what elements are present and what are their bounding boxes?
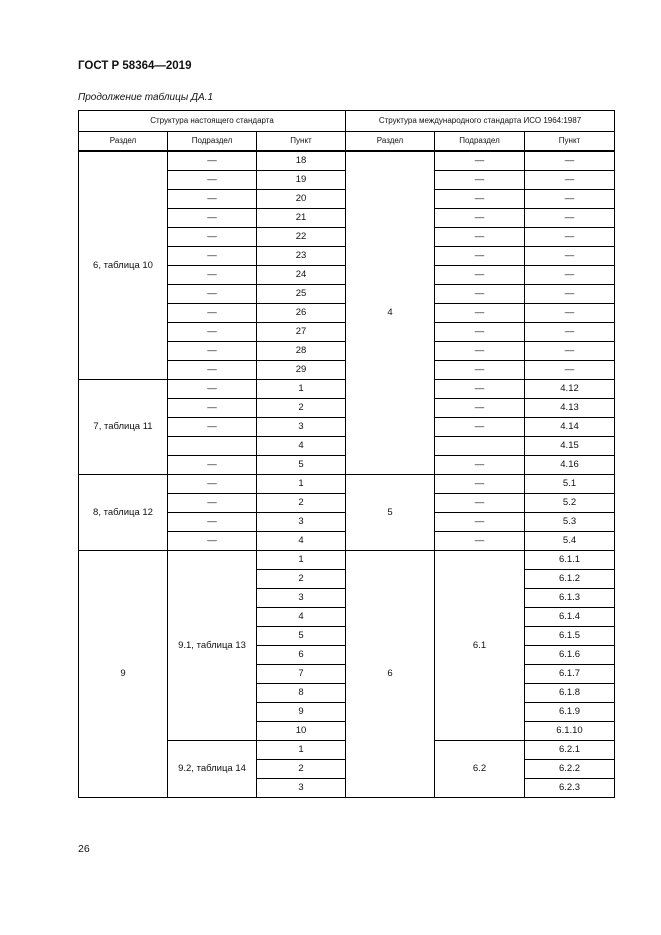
iso-item-cell: 4.14 <box>525 418 615 437</box>
item-cell: 20 <box>257 190 346 209</box>
iso-item-cell: 4.15 <box>525 437 615 456</box>
iso-subsection-cell: — <box>435 190 525 209</box>
iso-item-cell: 6.1.5 <box>525 627 615 646</box>
col-header-iso-item: Пункт <box>525 132 615 152</box>
page-number: 26 <box>78 843 90 855</box>
item-cell: 24 <box>257 266 346 285</box>
iso-subsection-cell: — <box>435 475 525 494</box>
iso-section-cell: 5 <box>346 475 435 551</box>
header-iso-standard: Структура международного стандарта ИСО 1964:1987 <box>346 111 615 132</box>
iso-subsection-cell: — <box>435 285 525 304</box>
iso-subsection-cell: — <box>435 456 525 475</box>
subsection-cell: — <box>168 456 257 475</box>
col-header-section: Раздел <box>79 132 168 152</box>
item-cell: 29 <box>257 361 346 380</box>
iso-item-cell: — <box>525 209 615 228</box>
iso-subsection-cell: — <box>435 361 525 380</box>
subsection-cell: — <box>168 532 257 551</box>
iso-subsection-cell: — <box>435 266 525 285</box>
subsection-cell: — <box>168 209 257 228</box>
iso-item-cell: 6.1.2 <box>525 570 615 589</box>
iso-item-cell: 6.1.1 <box>525 551 615 570</box>
iso-subsection-cell: — <box>435 209 525 228</box>
col-header-iso-subsection: Подраздел <box>435 132 525 152</box>
subsection-cell: — <box>168 399 257 418</box>
item-cell: 4 <box>257 608 346 627</box>
item-cell: 4 <box>257 437 346 456</box>
item-cell: 4 <box>257 532 346 551</box>
iso-item-cell: 4.12 <box>525 380 615 399</box>
item-cell: 19 <box>257 171 346 190</box>
iso-item-cell: 6.2.2 <box>525 760 615 779</box>
iso-subsection-cell <box>435 437 525 456</box>
subsection-cell: — <box>168 323 257 342</box>
item-cell: 1 <box>257 551 346 570</box>
item-cell: 2 <box>257 760 346 779</box>
item-cell: 2 <box>257 399 346 418</box>
iso-item-cell: 6.1.3 <box>525 589 615 608</box>
iso-subsection-cell: — <box>435 304 525 323</box>
iso-item-cell: 6.2.3 <box>525 779 615 798</box>
iso-item-cell: 6.1.10 <box>525 722 615 741</box>
item-cell: 8 <box>257 684 346 703</box>
iso-item-cell: 5.4 <box>525 532 615 551</box>
table-row <box>79 475 615 494</box>
item-cell: 27 <box>257 323 346 342</box>
iso-item-cell: — <box>525 323 615 342</box>
item-cell: 10 <box>257 722 346 741</box>
correspondence-table <box>78 110 615 798</box>
iso-item-cell: 4.16 <box>525 456 615 475</box>
iso-item-cell: — <box>525 171 615 190</box>
iso-item-cell: 6.2.1 <box>525 741 615 760</box>
subsection-cell: — <box>168 228 257 247</box>
subsection-cell <box>168 437 257 456</box>
subsection-cell: — <box>168 247 257 266</box>
iso-subsection-cell: — <box>435 418 525 437</box>
subsection-cell: — <box>168 380 257 399</box>
item-cell: 21 <box>257 209 346 228</box>
item-cell: 3 <box>257 418 346 437</box>
subsection-cell: 9.1, таблица 13 <box>168 551 257 741</box>
item-cell: 3 <box>257 779 346 798</box>
iso-item-cell: 4.13 <box>525 399 615 418</box>
iso-item-cell: — <box>525 266 615 285</box>
iso-item-cell: — <box>525 285 615 304</box>
iso-subsection-cell: — <box>435 247 525 266</box>
item-cell: 2 <box>257 570 346 589</box>
subsection-cell: — <box>168 513 257 532</box>
subsection-cell: — <box>168 266 257 285</box>
iso-item-cell: — <box>525 247 615 266</box>
item-cell: 18 <box>257 151 346 171</box>
iso-item-cell: 6.1.6 <box>525 646 615 665</box>
subsection-cell: — <box>168 494 257 513</box>
subsection-cell: — <box>168 342 257 361</box>
section-cell: 7, таблица 11 <box>79 380 168 475</box>
subsection-cell: 9.2, таблица 14 <box>168 741 257 798</box>
iso-subsection-cell: — <box>435 323 525 342</box>
iso-item-cell: — <box>525 190 615 209</box>
iso-item-cell: 6.1.4 <box>525 608 615 627</box>
section-cell: 8, таблица 12 <box>79 475 168 551</box>
iso-subsection-cell: — <box>435 513 525 532</box>
item-cell: 7 <box>257 665 346 684</box>
item-cell: 5 <box>257 456 346 475</box>
subsection-cell: — <box>168 418 257 437</box>
iso-subsection-cell: — <box>435 151 525 171</box>
document-header: ГОСТ Р 58364—2019 <box>78 60 192 72</box>
subsection-cell: — <box>168 304 257 323</box>
subsection-cell: — <box>168 190 257 209</box>
iso-item-cell: — <box>525 361 615 380</box>
table-row <box>79 151 615 171</box>
item-cell: 22 <box>257 228 346 247</box>
iso-section-cell: 4 <box>346 151 435 475</box>
section-cell: 6, таблица 10 <box>79 151 168 380</box>
iso-subsection-cell: — <box>435 380 525 399</box>
item-cell: 3 <box>257 589 346 608</box>
subsection-cell: — <box>168 151 257 171</box>
table-caption: Продолжение таблицы ДА.1 <box>78 92 214 103</box>
iso-subsection-cell: — <box>435 342 525 361</box>
item-cell: 1 <box>257 380 346 399</box>
iso-section-cell: 6 <box>346 551 435 798</box>
col-header-item: Пункт <box>257 132 346 152</box>
iso-subsection-cell: — <box>435 532 525 551</box>
iso-subsection-cell: — <box>435 494 525 513</box>
iso-item-cell: 5.2 <box>525 494 615 513</box>
iso-item-cell: — <box>525 304 615 323</box>
item-cell: 9 <box>257 703 346 722</box>
item-cell: 1 <box>257 741 346 760</box>
item-cell: 23 <box>257 247 346 266</box>
item-cell: 6 <box>257 646 346 665</box>
subsection-cell: — <box>168 285 257 304</box>
iso-item-cell: — <box>525 228 615 247</box>
iso-subsection-cell: 6.1 <box>435 551 525 741</box>
iso-item-cell: 5.3 <box>525 513 615 532</box>
item-cell: 3 <box>257 513 346 532</box>
iso-item-cell: 5.1 <box>525 475 615 494</box>
iso-subsection-cell: — <box>435 228 525 247</box>
item-cell: 1 <box>257 475 346 494</box>
iso-item-cell: 6.1.9 <box>525 703 615 722</box>
subsection-cell: — <box>168 475 257 494</box>
item-cell: 25 <box>257 285 346 304</box>
col-header-iso-section: Раздел <box>346 132 435 152</box>
iso-item-cell: 6.1.7 <box>525 665 615 684</box>
iso-subsection-cell: — <box>435 399 525 418</box>
iso-subsection-cell: — <box>435 171 525 190</box>
subsection-cell: — <box>168 171 257 190</box>
item-cell: 28 <box>257 342 346 361</box>
item-cell: 2 <box>257 494 346 513</box>
col-header-subsection: Подраздел <box>168 132 257 152</box>
iso-item-cell: — <box>525 342 615 361</box>
subsection-cell: — <box>168 361 257 380</box>
iso-item-cell: 6.1.8 <box>525 684 615 703</box>
item-cell: 5 <box>257 627 346 646</box>
item-cell: 26 <box>257 304 346 323</box>
iso-item-cell: — <box>525 151 615 171</box>
section-cell: 9 <box>79 551 168 798</box>
header-current-standard: Структура настоящего стандарта <box>79 111 346 132</box>
table-row <box>79 551 615 570</box>
iso-subsection-cell: 6.2 <box>435 741 525 798</box>
